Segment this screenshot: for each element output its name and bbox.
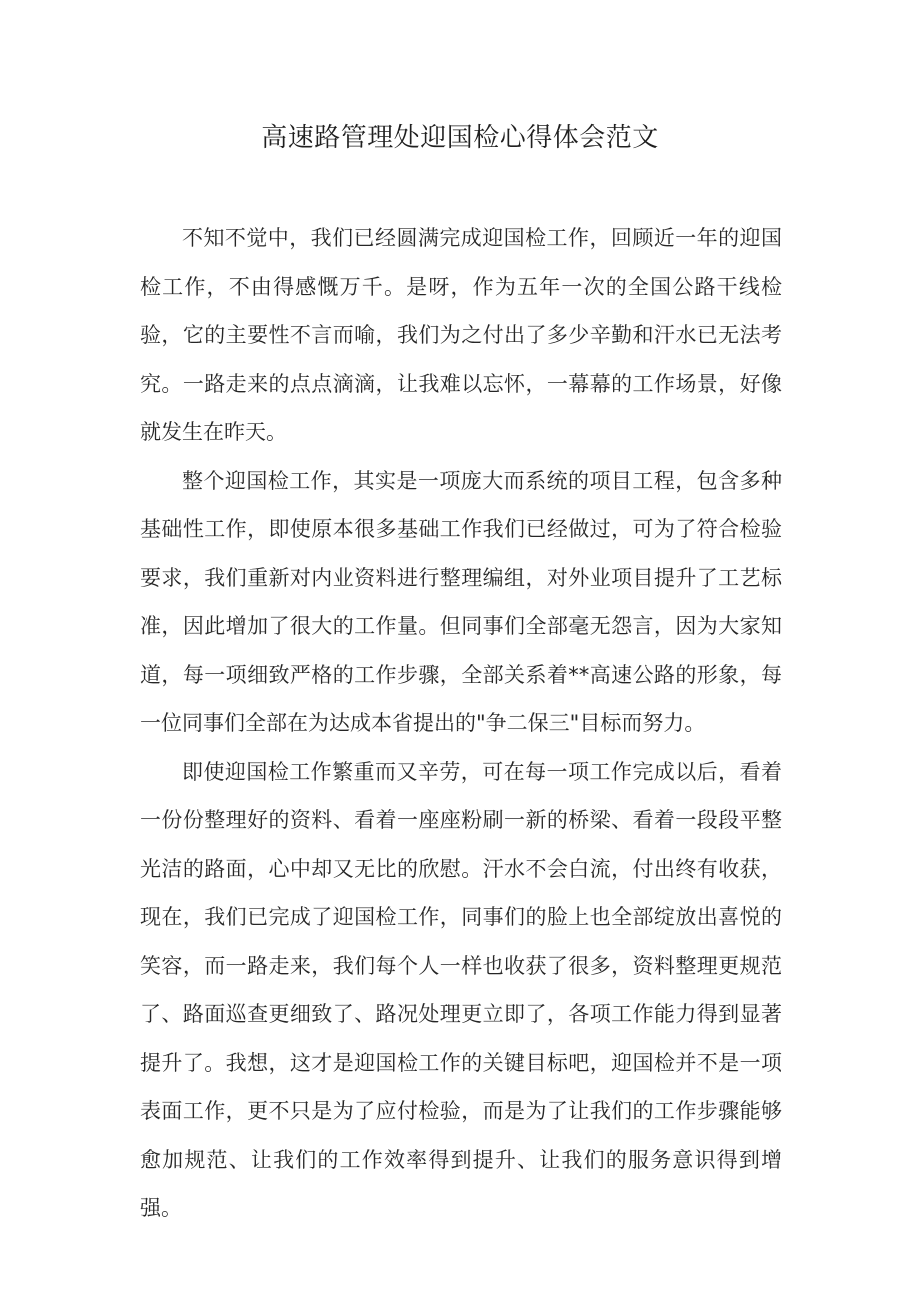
paragraph-3: 即使迎国检工作繁重而又辛劳，可在每一项工作完成以后，看着一份份整理好的资料、看着一座座粉刷一新的桥梁、看着一段段平整光洁的路面，心中却又无比的欣慰。汗水不会白流，付出终有收获，现在，我们已完成了迎国检工作，同事们的脸上也全部绽放出喜悦的笑容，而一路走来，我们每个人一样也收获了很多，资料整理更规范了、路面巡查更细致了、路况处理更立即了，各项工作能力得到显著提升了。我想，这才是迎国检工作的关键目标吧，迎国检并不是一项表面工作，更不只是为了应付检验，而是为了让我们的工作步骤能够愈加规范、让我们的工作效率得到提升、让我们的服务意识得到增强。 [140,759,782,1220]
paragraph-1: 不知不觉中，我们已经圆满完成迎国检工作，回顾近一年的迎国检工作，不由得感慨万千。是呀，作为五年一次的全国公路干线检验，它的主要性不言而喻，我们为之付出了多少辛勤和汗水已无法考究。一路走来的点点滴滴，让我难以忘怀，一幕幕的工作场景，好像就发生在昨天。 [140,226,782,444]
paragraph-2: 整个迎国检工作，其实是一项庞大而系统的项目工程，包含多种基础性工作，即使原本很多基础工作我们已经做过，可为了符合检验要求，我们重新对内业资料进行整理编组，对外业项目提升了工艺标准，因此增加了很大的工作量。但同事们全部毫无怨言，因为大家知道，每一项细致严格的工作步骤，全部关系着**高速公路的形象，每一位同事们全部在为达成本省提出的"争二保三"目标而努力。 [140,468,782,735]
document-title: 高速路管理处迎国检心得体会范文 [261,123,659,153]
document-body [140,214,782,1233]
